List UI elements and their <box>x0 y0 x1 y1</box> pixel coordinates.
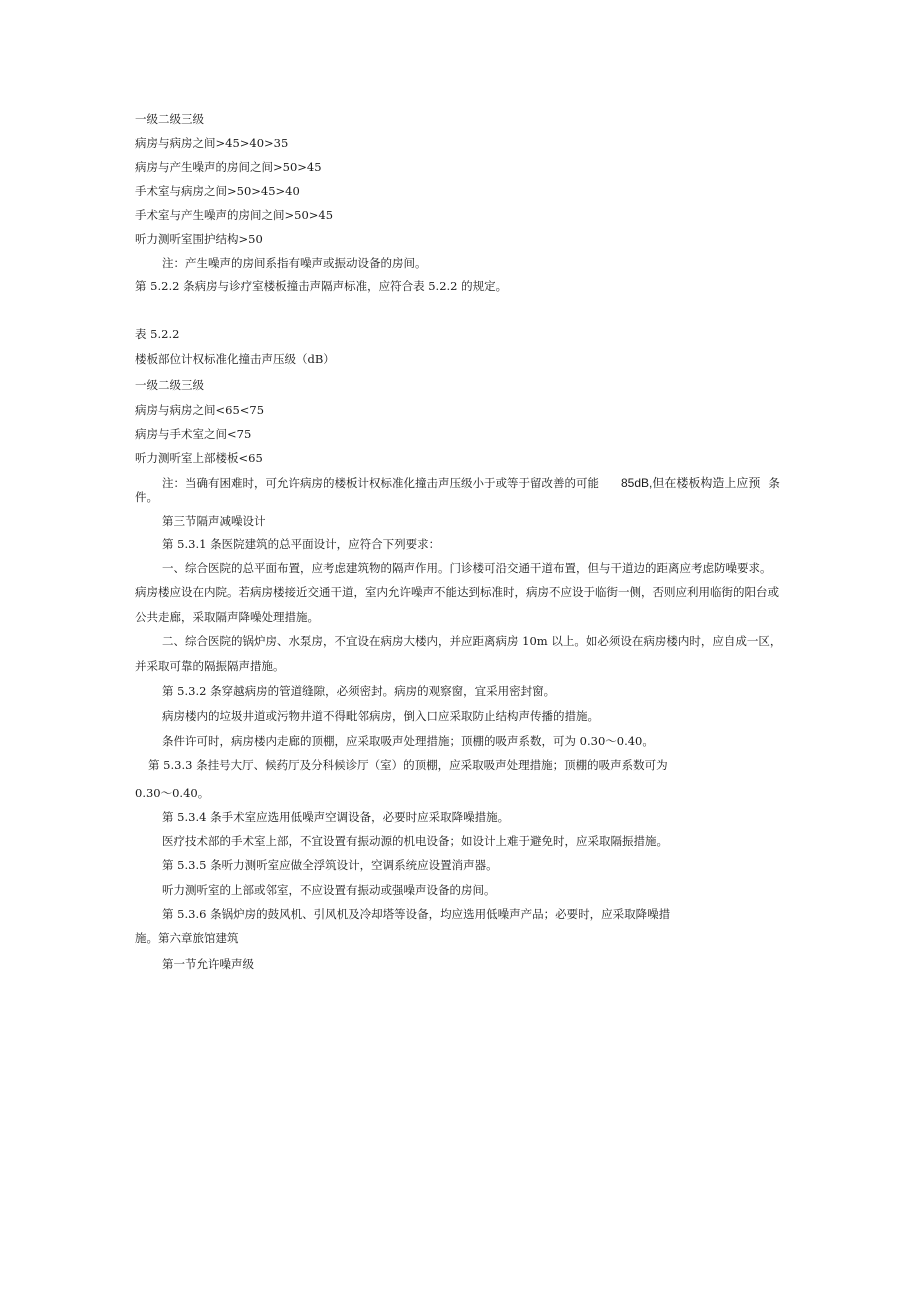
table-row: 听力测听室围护结构>50 <box>135 232 263 246</box>
paragraph-line: 并采取可靠的隔振隔声措施。 <box>135 659 285 673</box>
paragraph-line: 0.30～0.40。 <box>135 786 210 800</box>
clause-paragraph: 第 5.3.3 条挂号大厅、候药厅及分科候诊厅（室）的顶棚，应采取吸声处理措施；顶棚的吸声系数可为 <box>148 758 668 772</box>
note-text: 注：产生噪声的房间系指有噪声或振动设备的房间。 <box>162 256 427 270</box>
table-row: 手术室与病房之间>50>45>40 <box>135 184 300 198</box>
table-row: 病房与病房之间<65<75 <box>135 403 265 417</box>
table-row: 听力测听室上部楼板<65 <box>135 451 263 465</box>
table-row: 病房与产生噪声的房间之间>50>45 <box>135 160 322 174</box>
table-title: 楼板部位计权标准化撞击声压级（dB） <box>135 352 335 366</box>
section-heading: 第三节隔声减噪设计 <box>162 514 266 528</box>
paragraph-line: 病房楼内的垃圾井道或污物井道不得毗邻病房，倒入口应采取防止结构声传播的措施。 <box>162 709 599 723</box>
paragraph-line: 医疗技术部的手术室上部，不宜设置有振动源的机电设备；如设计上难于避免时，应采取隔振措施。 <box>162 834 668 848</box>
clause-paragraph: 第 5.2.2 条病房与诊疗室楼板撞击声隔声标准，应符合表 5.2.2 的规定。 <box>135 279 508 293</box>
table-caption: 表 5.2.2 <box>135 327 180 341</box>
clause-paragraph: 第 5.3.5 条听力测听室应做全浮筑设计，空调系统应设置消声器。 <box>162 858 498 872</box>
table-header-grades: 一级二级三级 <box>135 378 204 392</box>
paragraph-line: 听力测听室的上部或邻室，不应设置有振动或强噪声设备的房间。 <box>162 883 496 897</box>
clause-paragraph: 第 5.3.6 条锅炉房的鼓风机、引风机及冷却塔等设备，均应选用低噪声产品；必要时，应采取降噪措 <box>162 907 671 921</box>
paragraph-line: 病房楼应设在内院。若病房楼接近交通干道，室内允许噪声不能达到标准时，病房不应设于临街一侧，否则应利用临街的阳台或 <box>135 585 779 599</box>
clause-paragraph: 第 5.3.4 条手术室应选用低噪声空调设备，必要时应采取降噪措施。 <box>162 810 510 824</box>
table-row: 手术室与产生噪声的房间之间>50>45 <box>135 208 334 222</box>
table-row: 病房与病房之间>45>40>35 <box>135 136 289 150</box>
table-row: 病房与手术室之间<75 <box>135 427 252 441</box>
note-part-3: 条 <box>768 476 780 490</box>
note-part-1: 注：当确有困难时，可允许病房的楼板计权标准化撞击声压级小于或等于留改善的可能 <box>162 476 599 490</box>
chapter-heading: 施。第六章旅馆建筑 <box>135 931 239 945</box>
table-header-grades: 一级二级三级 <box>135 112 204 126</box>
clause-paragraph: 第 5.3.1 条医院建筑的总平面设计，应符合下列要求： <box>162 537 441 551</box>
paragraph-line: 条件许可时，病房楼内走廊的顶棚，应采取吸声处理措施；顶棚的吸声系数，可为 0.30～0.40。 <box>162 734 654 748</box>
note-text <box>162 476 780 490</box>
note-continuation: 件。 <box>135 490 158 504</box>
section-heading: 第一节允许噪声级 <box>162 957 254 971</box>
paragraph-line: 二、综合医院的锅炉房、水泵房，不宜设在病房大楼内，并应距离病房 10m 以上。如必须设在病房楼内时，应自成一区， <box>162 634 782 648</box>
clause-paragraph: 第 5.3.2 条穿越病房的管道缝隙，必须密封。病房的观察窗，宜采用密封窗。 <box>162 684 556 698</box>
paragraph-line: 公共走廊，采取隔声降噪处理措施。 <box>135 610 319 624</box>
note-part-2: 85dB,但在楼板构造上应预 <box>621 476 761 490</box>
paragraph-line: 一、综合医院的总平面布置，应考虑建筑物的隔声作用。门诊楼可沿交通干道布置，但与干道边的距离应考虑防噪要求。 <box>162 561 772 575</box>
